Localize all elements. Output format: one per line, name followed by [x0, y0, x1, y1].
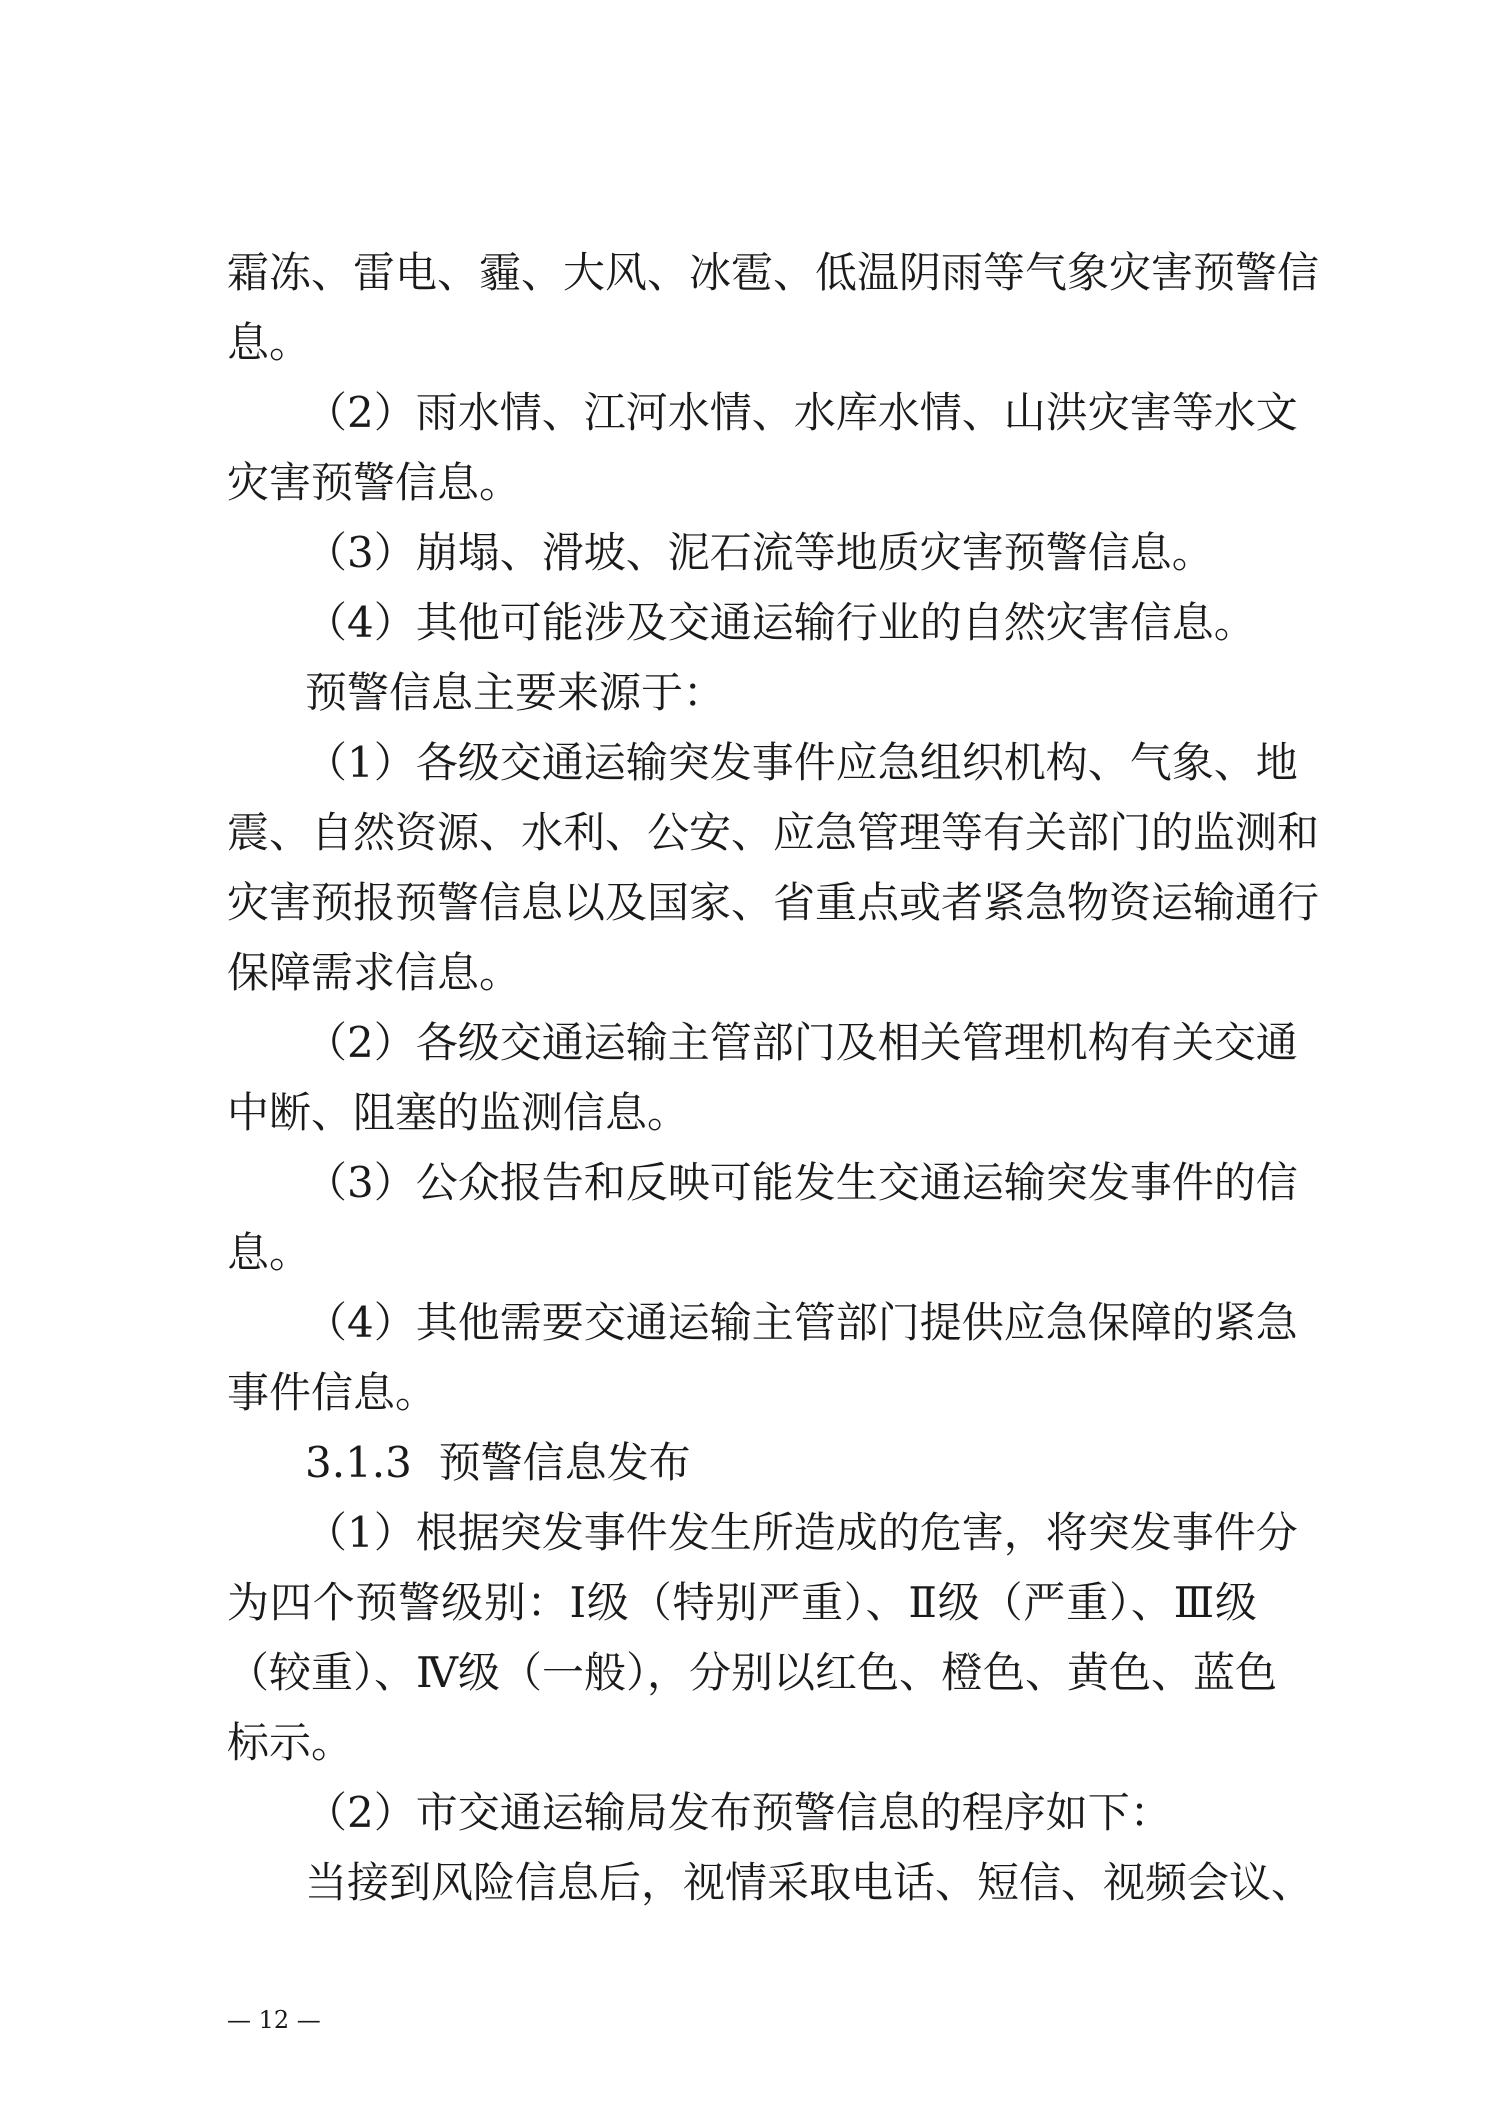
- body-text-line: 保障需求信息。: [227, 948, 522, 997]
- body-text-line: 震、自然资源、水利、公安、应急管理等有关部门的监测和: [227, 808, 1320, 857]
- list-item-line: （2）各级交通运输主管部门及相关管理机构有关交通: [305, 1018, 1298, 1067]
- list-item-line: （4）其他可能涉及交通运输行业的自然灾害信息。: [305, 598, 1256, 647]
- body-text-line: 当接到风险信息后，视情采取电话、短信、视频会议、: [305, 1858, 1314, 1907]
- body-text-line: 标示。: [227, 1718, 354, 1767]
- body-text-line: 灾害预警信息。: [227, 458, 522, 507]
- list-item-line: （1）根据突发事件发生所造成的危害，将突发事件分: [305, 1508, 1298, 1557]
- body-text-line: 息。: [227, 318, 312, 367]
- body-text-line: 事件信息。: [227, 1368, 438, 1417]
- body-text-line: （较重）、Ⅳ级（一般），分别以红色、橙色、黄色、蓝色: [227, 1648, 1277, 1697]
- list-item-line: （2）市交通运输局发布预警信息的程序如下：: [305, 1788, 1172, 1837]
- body-text-line: 为四个预警级别：Ⅰ级（特别严重）、Ⅱ级（严重）、Ⅲ级: [227, 1578, 1257, 1627]
- body-text-line: 预警信息主要来源于：: [305, 668, 726, 717]
- body-text-line: 霜冻、雷电、霾、大风、冰雹、低温阴雨等气象灾害预警信: [227, 248, 1320, 297]
- body-text-line: 息。: [227, 1228, 312, 1277]
- list-item-line: （3）公众报告和反映可能发生交通运输突发事件的信: [305, 1158, 1298, 1207]
- body-text-line: 灾害预报预警信息以及国家、省重点或者紧急物资运输通行: [227, 878, 1320, 927]
- body-text-line: 中断、阻塞的监测信息。: [227, 1088, 690, 1137]
- list-item-line: （4）其他需要交通运输主管部门提供应急保障的紧急: [305, 1298, 1298, 1347]
- list-item-line: （3）崩塌、滑坡、泥石流等地质灾害预警信息。: [305, 528, 1214, 577]
- page-number: — 12 —: [227, 2006, 321, 2034]
- list-item-line: （2）雨水情、江河水情、水库水情、山洪灾害等水文: [305, 388, 1298, 437]
- section-heading: 3.1.3 预警信息发布: [305, 1438, 691, 1487]
- list-item-line: （1）各级交通运输突发事件应急组织机构、气象、地: [305, 738, 1298, 787]
